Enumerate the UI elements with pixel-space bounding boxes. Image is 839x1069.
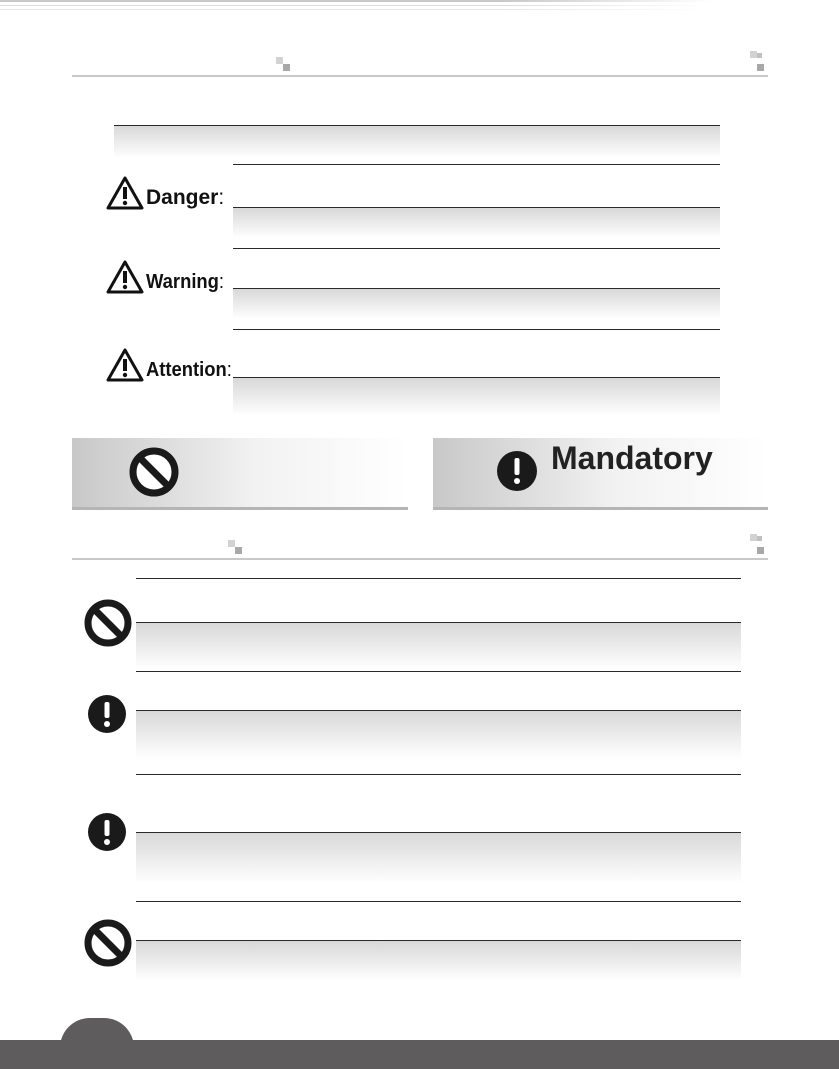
divider-ornament	[235, 547, 242, 554]
section-divider-1	[72, 75, 768, 77]
item2-band	[136, 711, 741, 759]
prohibition-icon	[83, 598, 133, 648]
item1-rule-top	[136, 578, 741, 579]
danger-text: Danger	[146, 186, 219, 209]
danger-label: Danger :	[106, 176, 224, 210]
mandatory-legend-box	[433, 438, 768, 510]
item1-band	[136, 623, 741, 669]
exclamation-icon	[87, 812, 127, 852]
warning-rule-top	[233, 248, 720, 249]
divider-ornament	[757, 547, 764, 554]
item2-rule-bottom	[136, 774, 741, 775]
warning-triangle-icon	[106, 260, 144, 294]
warning-band	[233, 289, 720, 319]
divider-ornament	[757, 53, 762, 58]
attention-rule-top	[233, 329, 720, 330]
divider-ornament	[283, 64, 290, 71]
warning-label	[106, 260, 231, 294]
warning-triangle-icon	[106, 176, 144, 210]
attention-band	[233, 378, 720, 416]
attention-text: Attention:	[146, 359, 232, 381]
danger-band	[233, 208, 720, 238]
item3-band	[136, 833, 741, 883]
item1-rule-bottom	[136, 671, 741, 672]
intro-band	[114, 126, 720, 158]
danger-rule-top	[233, 164, 720, 165]
divider-ornament	[757, 64, 764, 71]
exclamation-icon	[87, 694, 127, 734]
divider-ornament	[228, 540, 235, 547]
prohibition-icon	[128, 446, 180, 498]
divider-ornament	[750, 51, 757, 58]
mandatory-label: Mandatory	[551, 440, 713, 476]
footer-bar	[0, 1040, 839, 1069]
exclamation-icon	[496, 450, 538, 492]
item3-rule-bottom	[136, 901, 741, 902]
item4-band	[136, 941, 741, 981]
divider-ornament	[276, 57, 283, 64]
prohibited-legend-box	[72, 438, 408, 510]
prohibition-icon	[83, 918, 133, 968]
divider-ornament	[750, 534, 757, 541]
attention-label	[106, 348, 239, 382]
divider-ornament	[757, 536, 762, 541]
warning-text: Warning:	[146, 271, 225, 293]
warning-triangle-icon	[106, 348, 144, 382]
top-rule	[0, 0, 839, 16]
section-divider-2	[72, 558, 768, 560]
